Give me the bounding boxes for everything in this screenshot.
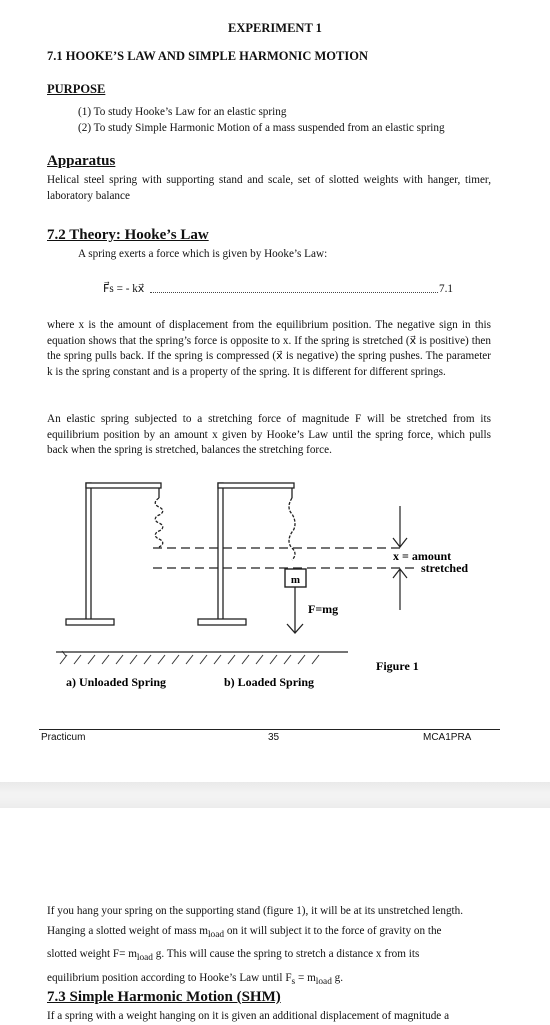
line4-text-c: g. (331, 971, 344, 984)
x-amount-label: x = amount (393, 549, 452, 563)
theory-paragraph-2: An elastic spring subjected to a stretching force of magnitude F will be stretched from its equilibrium position by an amount x given by Hooke’s Law until the spring force, which pulls back when the spring is stretched, balances the stretching force. (47, 413, 491, 457)
x-stretched-label: stretched (421, 561, 469, 575)
stand-a (66, 483, 161, 625)
page2-line-3 (47, 945, 493, 969)
apparatus-heading: Apparatus (47, 153, 116, 169)
footer-rule (39, 729, 500, 730)
theory-paragraph-1: where x is the amount of displacement from the equilibrium position. The negative sign in this equation shows that the spring’s force is opposite to x. If the spring is stretched (x⃗ is positive) then the spring pulls back. If the spring is compressed (x⃗ is negative) the spring pushes. The parameter k is the spring constant and is a property of the spring. It is different for different springs. (47, 319, 491, 378)
caption-unloaded: a) Unloaded Spring (66, 675, 167, 689)
line2-text-a: Hanging a slotted weight of mass m (47, 924, 208, 937)
shm-text: If a spring with a weight hanging on it is given an additional displacement of magnitude a (47, 1010, 450, 1022)
page2-paragraph (47, 902, 493, 993)
equation-number: 7.1 (439, 283, 453, 295)
footer-right: MCA1PRA (423, 732, 472, 743)
footer-left: Practicum (41, 732, 86, 743)
line4-sub-s: s (291, 977, 296, 988)
purpose-item-1: (1) To study Hooke’s Law for an elastic spring (78, 106, 287, 118)
mass-label: m (290, 574, 301, 586)
theory-heading: 7.2 Theory: Hooke’s Law (47, 227, 209, 243)
force-label: F=mg (308, 602, 339, 616)
line4-sub-load: load (315, 977, 332, 988)
line2-text-b: on it will subject it to the force of gravity on the (224, 924, 442, 937)
caption-loaded: b) Loaded Spring (224, 675, 315, 689)
theory-intro: A spring exerts a force which is given by Hooke’s Law: (78, 248, 328, 260)
page2-line-1: If you hang your spring on the supporting stand (figure 1), it will be at its unstretched length. (47, 905, 464, 917)
line3-text-a: slotted weight F= m (47, 948, 137, 961)
line4-text-a: equilibrium position according to Hooke’s Law until F (47, 971, 292, 984)
line3-sub: load (136, 953, 153, 964)
line2-sub: load (207, 929, 225, 940)
figure-1-spring-diagram (0, 470, 550, 700)
experiment-title: EXPERIMENT 1 (228, 21, 322, 35)
purpose-heading: PURPOSE (47, 82, 106, 96)
page-2 (0, 808, 550, 1022)
spring-b-coils (289, 498, 295, 560)
ground-hatching (60, 651, 319, 664)
shm-heading: 7.3 Simple Harmonic Motion (SHM) (47, 989, 281, 1005)
hookes-law-equation: F⃗s = - kx⃗ (103, 283, 145, 295)
line4-text-b: = m (295, 971, 316, 984)
stand-b (198, 483, 294, 625)
line3-text-b: g. This will cause the spring to stretch a distance x from its (152, 948, 420, 961)
section-title: 7.1 HOOKE’S LAW AND SIMPLE HARMONIC MOTION (47, 49, 368, 63)
spring-a-coils (155, 498, 163, 547)
page2-line-2 (47, 922, 493, 946)
page-number: 35 (268, 732, 280, 743)
equation-leader-dots (150, 292, 438, 293)
apparatus-text: Helical steel spring with supporting stand and scale, set of slotted weights with hanger, timer, laboratory balance (47, 174, 491, 202)
purpose-item-2: (2) To study Simple Harmonic Motion of a mass suspended from an elastic spring (78, 122, 445, 134)
figure-label: Figure 1 (376, 659, 419, 673)
page-gap (0, 782, 550, 808)
